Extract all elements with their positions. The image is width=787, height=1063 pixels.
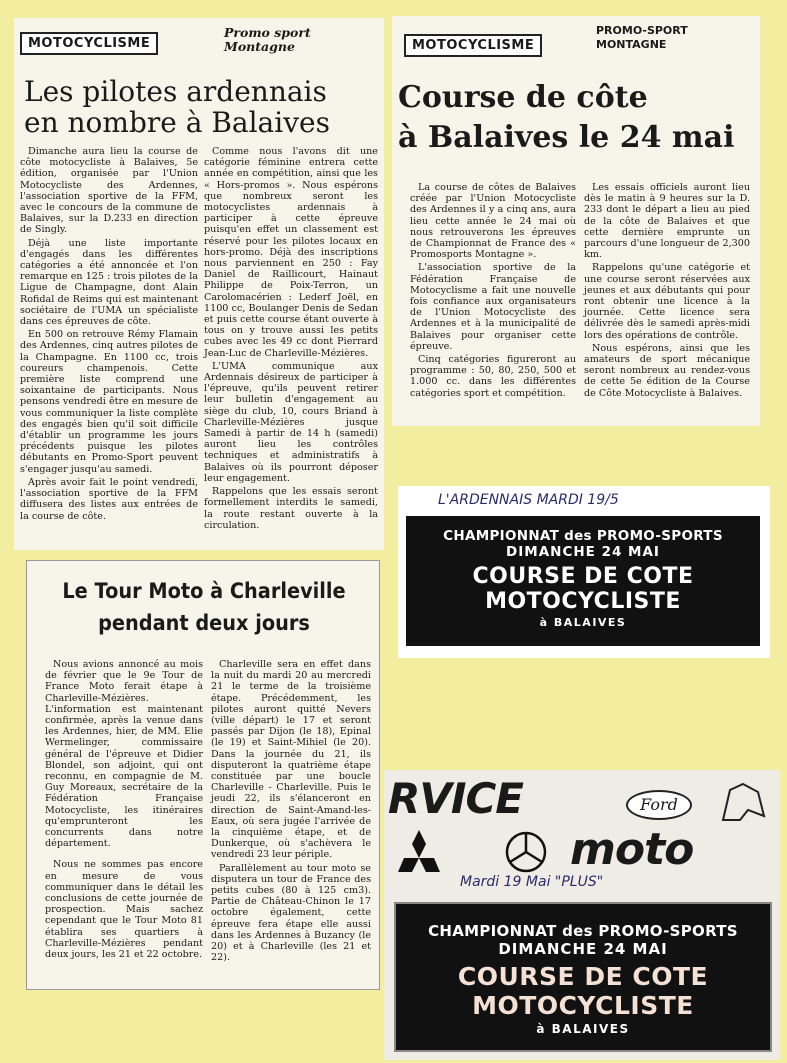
ad-banner: CHAMPIONNAT des PROMO-SPORTS DIMANCHE 24 MAI COURSE DE COTE MOTOCYCLISTE à BALAIVES (406, 516, 760, 646)
clipping-tour-moto (26, 560, 380, 990)
headline: Course de côte à Balaives le 24 mai (398, 80, 735, 155)
article-column-2: Charleville sera en effet dans la nuit du mardi 20 au mercredi 21 le terme de la troisième étape. Précédemment, les pilotes auront quitté Nevers (ville départ) le 17 et seront passés par Dijon (le 18), Epinal (le 19) et Saint-Mihiel (le 20). Dans la journée du 21, ils disputeront la quatrième étape constituée par une boucle Charleville - Charleville. Puis le jeudi 22, ils s'élanceront en direction de Saint-Amand-les-Eaux, où sera jugée l'arrivée de la cinquième étape, et de Dunkerque, où s'achèvera le vendredi 23 leur périple. Parallèlement au tour moto se disputera un tour de France des petits cubes (80 à 125 cm3). Partie de Château-Chinon le 17 octobre également, cette épreuve fera étape elle aussi dans les Ardennes à Buzancy (le 20) et à Charleville (les 21 et 22). (211, 659, 371, 964)
handwritten-note: Mardi 19 Mai "PLUS" (460, 874, 604, 890)
ad-clipping-service-moto (384, 770, 780, 1060)
headline: Les pilotes ardennais en nombre à Balaives (24, 75, 330, 139)
article-column-1: Nous avions annoncé au mois de février que le 9e Tour de France Moto ferait étape à Charleville-Mézières. L'information est maintenant confirmée, après la venue dans les Ardennes, hier, de MM. Elie Wermelinger, commissaire général de l'épreuve et Didier Blondel, son adjoint, qui ont reconnu, en compagnie de M. Guy Moreaux, secrétaire de la Fédération Française Motocycliste, les itinéraires qu'emprunteront les concurrents dans notre département. Nous ne sommes pas encore en mesure de vous communiquer dans le détail les conclusions de cette journée de prospection. Mais sachez cependant que le Tour Moto 81 établira ses quartiers à Charleville-Mézières pendant deux jours, les 21 et 22 octobre. (45, 659, 203, 961)
section-tag: MOTOCYCLISME (20, 32, 158, 55)
section-subtitle: Promo sport Montagne (224, 25, 311, 54)
mitsubishi-logo-icon (396, 828, 442, 874)
ad-banner: CHAMPIONNAT des PROMO-SPORTS DIMANCHE 24 MAI COURSE DE COTE MOTOCYCLISTE à BALAIVES (394, 902, 772, 1052)
mercedes-logo-icon (504, 830, 548, 874)
article-column-1: Dimanche aura lieu la course de côte motocycliste à Balaives, 5e édition, organisée par l'Union Motocycliste des Ardennes, l'association sportive de la FFM, avec le concours de la commune de Balaives, sur la D.233 en direction de Singly. Déjà une liste importante d'engagés dans les différentes catégories a été annoncée et l'on remarque en 125 : trois pilotes de la Ligue de Champagne, dont Alain Rofidal de Reims qui est maintenant sociétaire de l'UMA un spécialiste dans ces épreuves de côte. En 500 on retrouve Rémy Flamain des Ardennes, cinq autres pilotes de la Champagne. En 1100 cc, trois coureurs champenois. Cette première liste comprend une soixantaine de participants. Nous pensons vendredi être en mesure de vous communiquer la liste complète des engagés bien qu'il soit difficile d'établir un programme les jours précédents puisque les pilotes débutants en Promo-Sport peuvent s'engager jusqu'au samedi. Après avoir fait le point vendredi, l'association sportive de la FFM diffusera des listes aux entrées de la course de côte. (20, 146, 198, 522)
ford-logo: Ford (626, 790, 692, 820)
ad-clipping-ardennais (398, 486, 770, 658)
clipping-course-de-cote (392, 16, 760, 426)
lion-logo-icon (718, 780, 768, 826)
handwritten-note: L'ARDENNAIS MARDI 19/5 (438, 492, 619, 508)
service-banner (384, 770, 780, 874)
article-column-2: Comme nous l'avons dit une catégorie féminine entrera cette année en compétition, ainsi que les « Hors-promos ». Nous espérons que nombreux seront les motocyclistes ardennais à participer à cette épreuve puisqu'en effet un classement est réservé pour les pilotes locaux en hors-promo. Déjà des inscriptions nous parviennent en 250 : Fay Daniel de Raillicourt, Hainaut Philippe de Poix-Terron, un Carolomacérien : Lederf Joël, en 1100 cc, Boulanger Denis de Sedan et puis cette course étant ouverte à tous on y trouve aussi les petits cubes avec les 49 cc dont Pierrard Jean-Luc de Charleville-Mézières. L'UMA communique aux Ardennais désireux de participer à l'épreuve, qu'ils peuvent retirer leur bulletin d'engagement au siège du club, 10, cours Briand à Charleville-Mézières jusque Samedi à partir de 14 h (samedi) auront lieu les contrôles techniques et administratifs à Balaives où ils pourront déposer leur engagement. Rappelons que les essais seront formellement interdits le samedi, la route restant ouverte à la circulation. (204, 146, 378, 531)
article-column-2: Les essais officiels auront lieu dès le matin à 9 heures sur la D. 233 dont le départ a lieu au pied de la côte de Balaives et que cette dernière emprunte un parcours d'une longueur de 2,300 km. Rappelons qu'une catégorie et une course seront réservées aux jeunes et aux débutants qui pour ront obtenir une licence à la journée. Cette licence sera délivrée dès le samedi après-midi lors des opérations de contrôle. Nous espérons, ainsi que les amateurs de sport mécanique seront nombreux au rendez-vous de cette 5e édition de la Course de Côte Motocycliste à Balaives. (584, 182, 750, 399)
clipping-pilotes-ardennais (14, 18, 384, 550)
service-wordmark: RVICE (388, 774, 523, 823)
section-subtitle: PROMO-SPORT MONTAGNE (596, 24, 688, 51)
section-tag: MOTOCYCLISME (404, 34, 542, 57)
headline: Le Tour Moto à Charleville pendant deux jours (62, 579, 346, 635)
moto-wordmark: moto (570, 824, 694, 875)
article-column-1: La course de côtes de Balaives créée par l'Union Motocycliste des Ardennes il y a cinq ans, aura lieu cette année le 24 mai où nous retrouverons les épreuves de Championnat de France des « Promosports Montagne ». L'association sportive de la Fédération Française de Motocyclisme a fait une nouvelle fois confiance aux organisateurs de l'Union Motocycliste des Ardennes et à la municipalité de Balaives pour organiser cette épreuve. Cinq catégories figureront au programme : 50, 80, 250, 500 et 1.000 cc. dans les différentes catégories sport et compétition. (410, 182, 576, 399)
